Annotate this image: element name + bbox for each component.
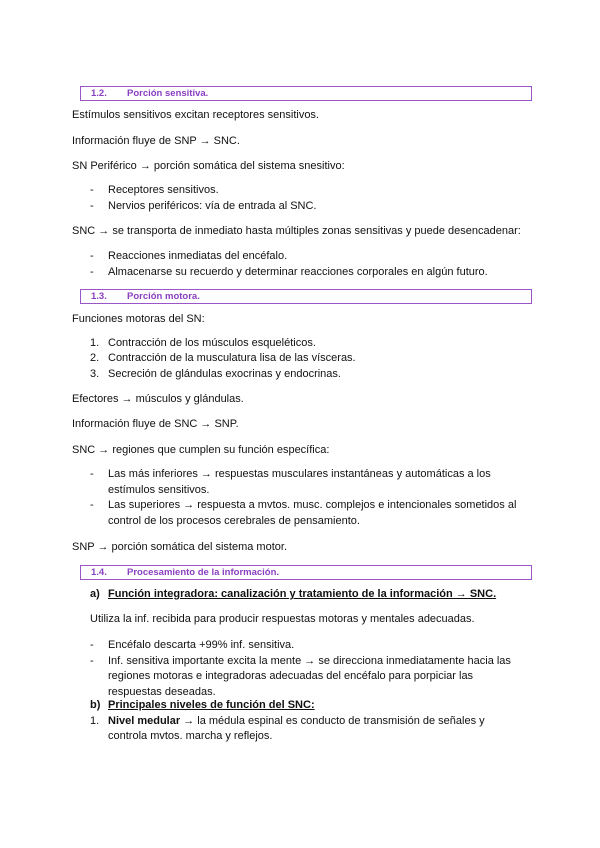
sublist-marker-a: a) <box>90 588 100 600</box>
list-number: 1. <box>90 715 100 727</box>
list-item: Almacenarse su recuerdo y determinar reacciones corporales en algún futuro. <box>108 266 488 278</box>
list-number: 3. <box>90 368 100 380</box>
paragraph: Efectores → músculos y glándulas. <box>72 393 244 405</box>
list-item-line: control de los procesos cerebrales de pensamiento. <box>108 515 360 527</box>
dash-marker: - <box>90 655 94 667</box>
sublist-marker-b: b) <box>90 699 101 711</box>
list-number: 1. <box>90 337 100 349</box>
list-item-line: Encéfalo descarta +99% inf. sensitiva. <box>108 639 295 651</box>
list-item: Nervios periféricos: vía de entrada al SNC. <box>108 200 317 212</box>
list-item-line: respuestas deseadas. <box>108 686 216 698</box>
list-number: 2. <box>90 352 100 364</box>
paragraph: Información fluye de SNP → SNC. <box>72 135 240 147</box>
paragraph: Utiliza la inf. recibida para producir respuestas motoras y mentales adecuadas. <box>90 613 475 625</box>
section-title: Procesamiento de la información. <box>127 567 280 578</box>
section-header-1-3 <box>80 289 532 304</box>
dash-marker: - <box>90 468 94 480</box>
list-item: Reacciones inmediatas del encéfalo. <box>108 250 288 262</box>
list-item-line: Inf. sensitiva importante excita la mente → se direcciona inmediatamente hacia las <box>108 655 511 667</box>
subsection-title: Principales niveles de función del SNC: <box>108 699 315 711</box>
list-item-line: Las superiores → respuesta a mvtos. musc. complejos e intencionales sometidos al <box>108 499 517 511</box>
list-item-line: controla mvtos. marcha y reflejos. <box>108 730 273 742</box>
paragraph: SN Periférico → porción somática del sistema snesitivo: <box>72 160 345 172</box>
list-item: Secreción de glándulas exocrinas y endocrinas. <box>108 368 341 380</box>
subsection-title: Función integradora: canalización y tratamiento de la información → SNC. <box>108 588 497 600</box>
section-number: 1.3. <box>91 291 107 302</box>
paragraph: Funciones motoras del SN: <box>72 313 205 325</box>
section-title: Porción sensitiva. <box>127 88 209 99</box>
dash-marker: - <box>90 184 94 196</box>
dash-marker: - <box>90 200 94 212</box>
section-number: 1.2. <box>91 88 107 99</box>
list-item-line <box>108 714 485 728</box>
level-name: Nivel medular <box>108 715 181 727</box>
dash-marker: - <box>90 639 94 651</box>
list-item: Contracción de la musculatura lisa de las vísceras. <box>108 352 356 364</box>
section-header-1-4 <box>80 565 532 580</box>
level-description: → la médula espinal es conducto de transmisión de señales y <box>180 715 485 727</box>
list-item-line: regiones motoras e integradoras adecuadas del encéfalo para porpiciar las <box>108 670 474 682</box>
dash-marker: - <box>90 499 94 511</box>
paragraph: SNP → porción somática del sistema motor. <box>72 541 287 553</box>
section-title: Porción motora. <box>127 291 200 302</box>
section-header-1-2 <box>80 86 532 101</box>
dash-marker: - <box>90 266 94 278</box>
paragraph: SNC → regiones que cumplen su función específica: <box>72 444 330 456</box>
list-item: Contracción de los músculos esqueléticos. <box>108 337 316 349</box>
paragraph: Información fluye de SNC → SNP. <box>72 418 239 430</box>
section-number: 1.4. <box>91 567 107 578</box>
list-item: Receptores sensitivos. <box>108 184 219 196</box>
list-item-line: Las más inferiores → respuestas musculares instantáneas y automáticas a los <box>108 468 491 480</box>
dash-marker: - <box>90 250 94 262</box>
paragraph: SNC → se transporta de inmediato hasta múltiples zonas sensitivas y puede desencadenar: <box>72 225 521 237</box>
paragraph: Estímulos sensitivos excitan receptores sensitivos. <box>72 109 319 121</box>
list-item-line: estímulos sensitivos. <box>108 484 210 496</box>
